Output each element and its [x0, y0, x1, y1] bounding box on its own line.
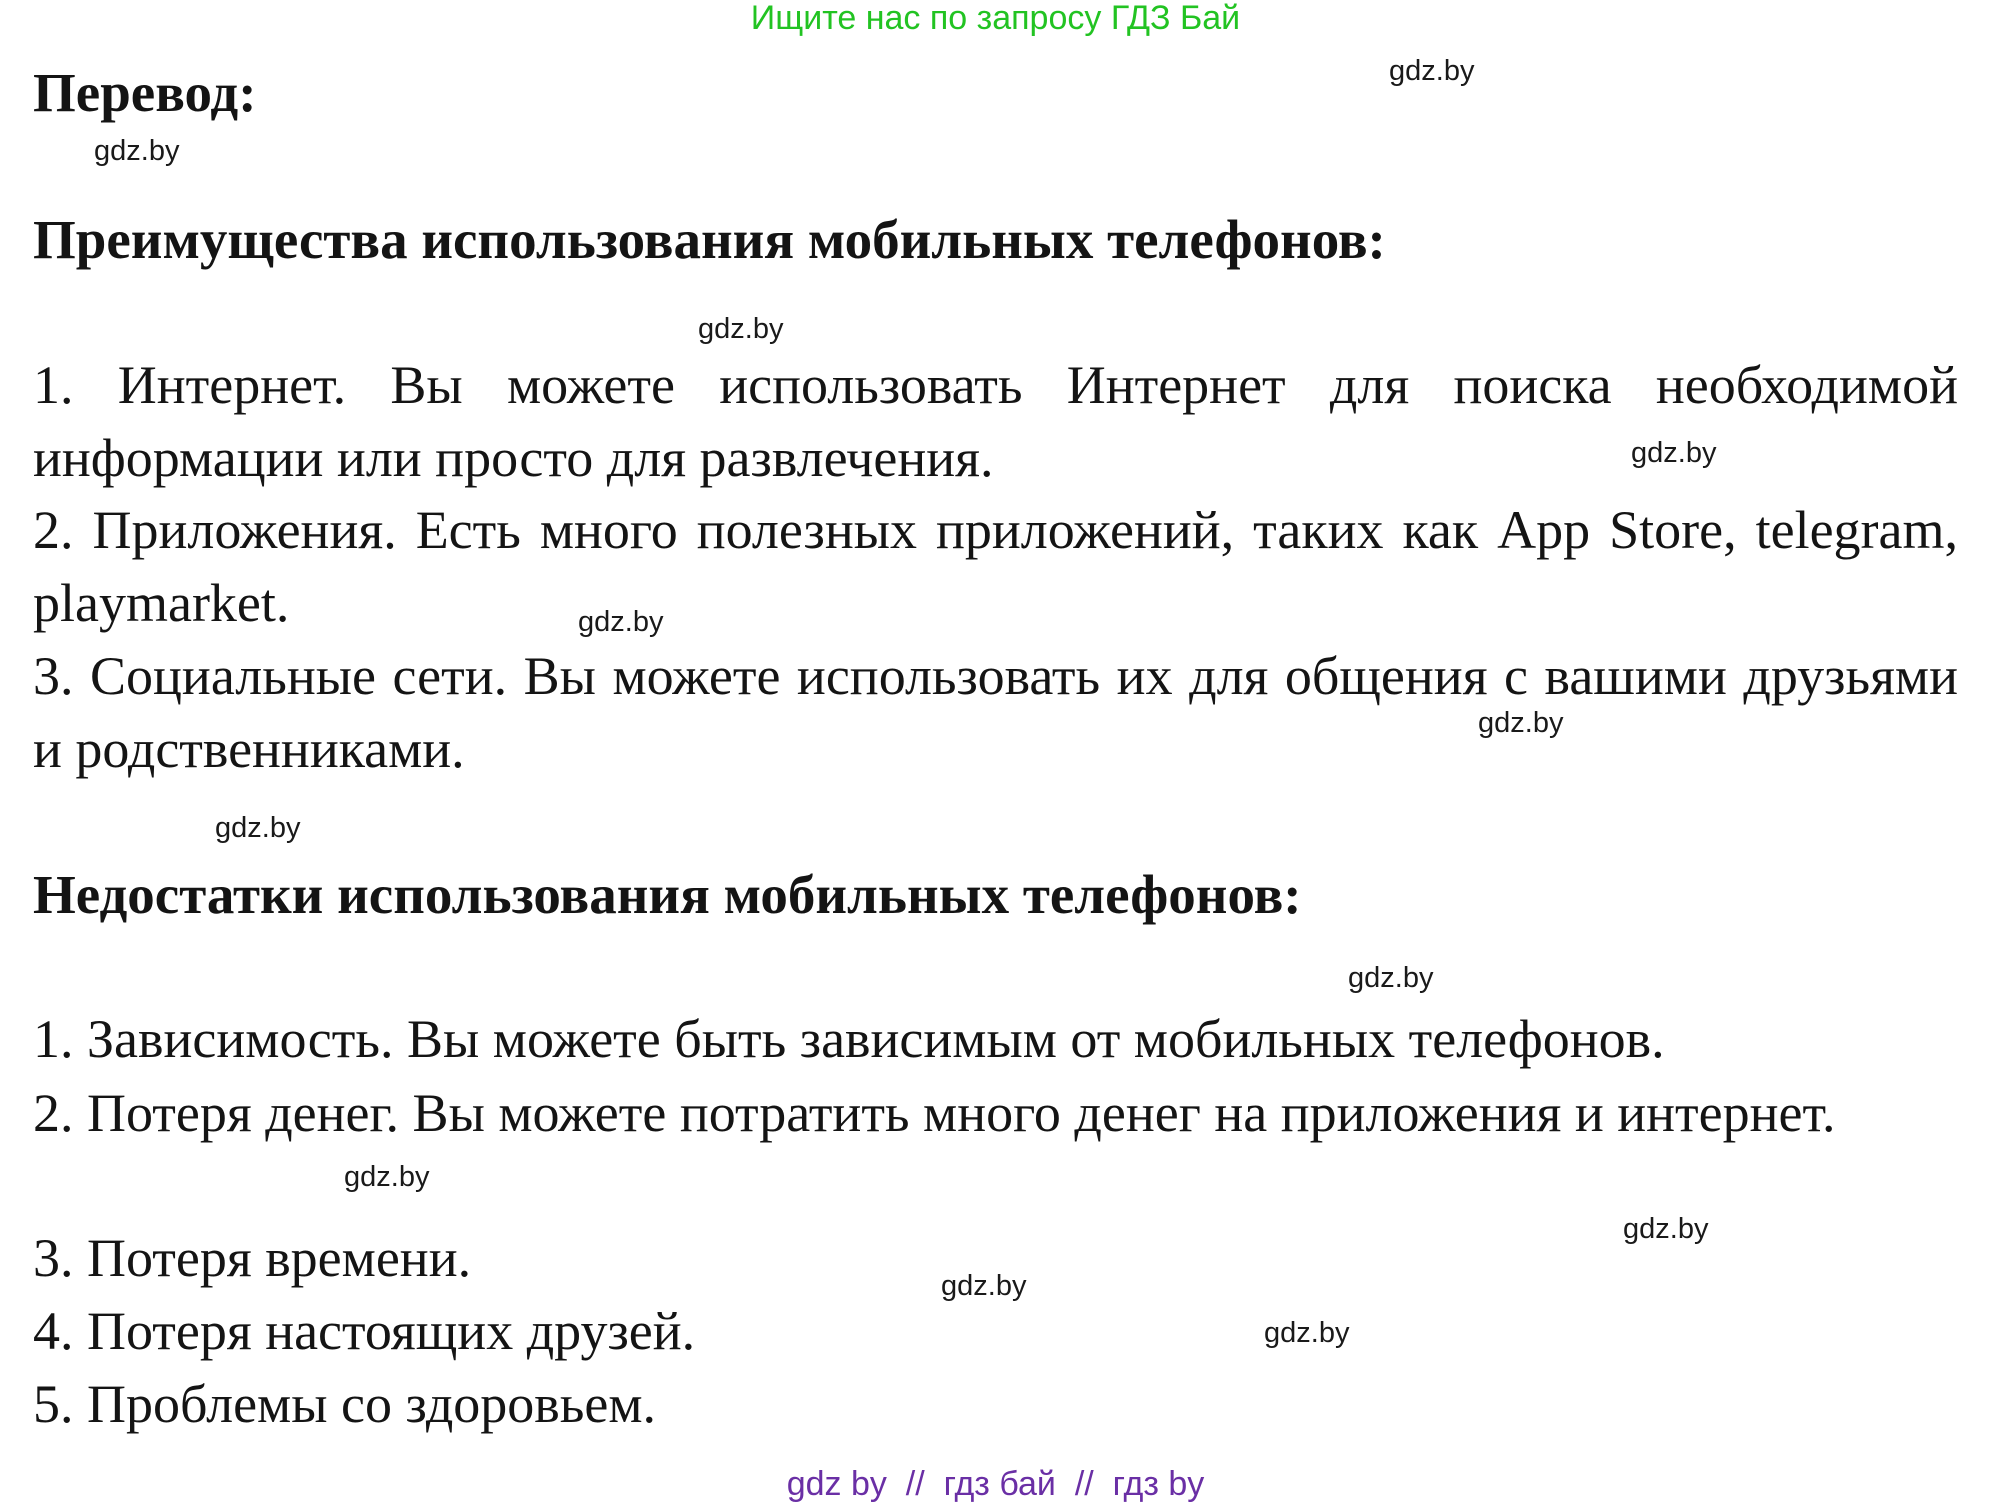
watermark: gdz.by: [1631, 437, 1717, 469]
watermark: gdz.by: [698, 313, 784, 345]
watermark: gdz.by: [1478, 707, 1564, 739]
footer-watermark: gdz by // гдз бай // гдз by: [786, 1465, 1205, 1503]
disadvantage-item-addiction: 1. Зависимость. Вы можете быть зависимым от мобильных телефонов.: [33, 1009, 1665, 1069]
page-title: Перевод:: [33, 62, 257, 123]
advantage-item-internet: 1. Интернет. Вы можете использовать Интернет для поиска необходимой информации или просто для развлечения.: [33, 355, 1958, 488]
watermark: gdz.by: [941, 1270, 1027, 1302]
watermark: gdz.by: [1389, 55, 1475, 87]
watermark: gdz.by: [215, 812, 301, 844]
watermark: gdz.by: [344, 1161, 430, 1193]
watermark: gdz.by: [1623, 1213, 1709, 1245]
disadvantage-item-money: 2. Потеря денег. Вы можете потратить много денег на приложения и интернет.: [33, 1083, 1836, 1143]
search-banner: Ищите нас по запросу ГДЗ Бай: [750, 0, 1241, 37]
advantage-item-apps: 2. Приложения. Есть много полезных приложений, таких как App Store, telegram, playmarket.: [33, 500, 1958, 633]
disadvantage-item-health: 5. Проблемы со здоровьем.: [33, 1374, 657, 1434]
disadvantages-heading: Недостатки использования мобильных телефонов:: [33, 864, 1302, 925]
watermark: gdz.by: [1348, 962, 1434, 994]
disadvantage-item-friends: 4. Потеря настоящих друзей.: [33, 1301, 696, 1361]
watermark: gdz.by: [1264, 1317, 1350, 1349]
advantages-heading: Преимущества использования мобильных телефонов:: [33, 209, 1386, 270]
disadvantage-item-time: 3. Потеря времени.: [33, 1228, 472, 1288]
watermark: gdz.by: [578, 606, 664, 638]
advantage-item-social: 3. Социальные сети. Вы можете использовать их для общения с вашими друзьями и родственниками.: [33, 646, 1958, 779]
watermark: gdz.by: [94, 135, 180, 167]
